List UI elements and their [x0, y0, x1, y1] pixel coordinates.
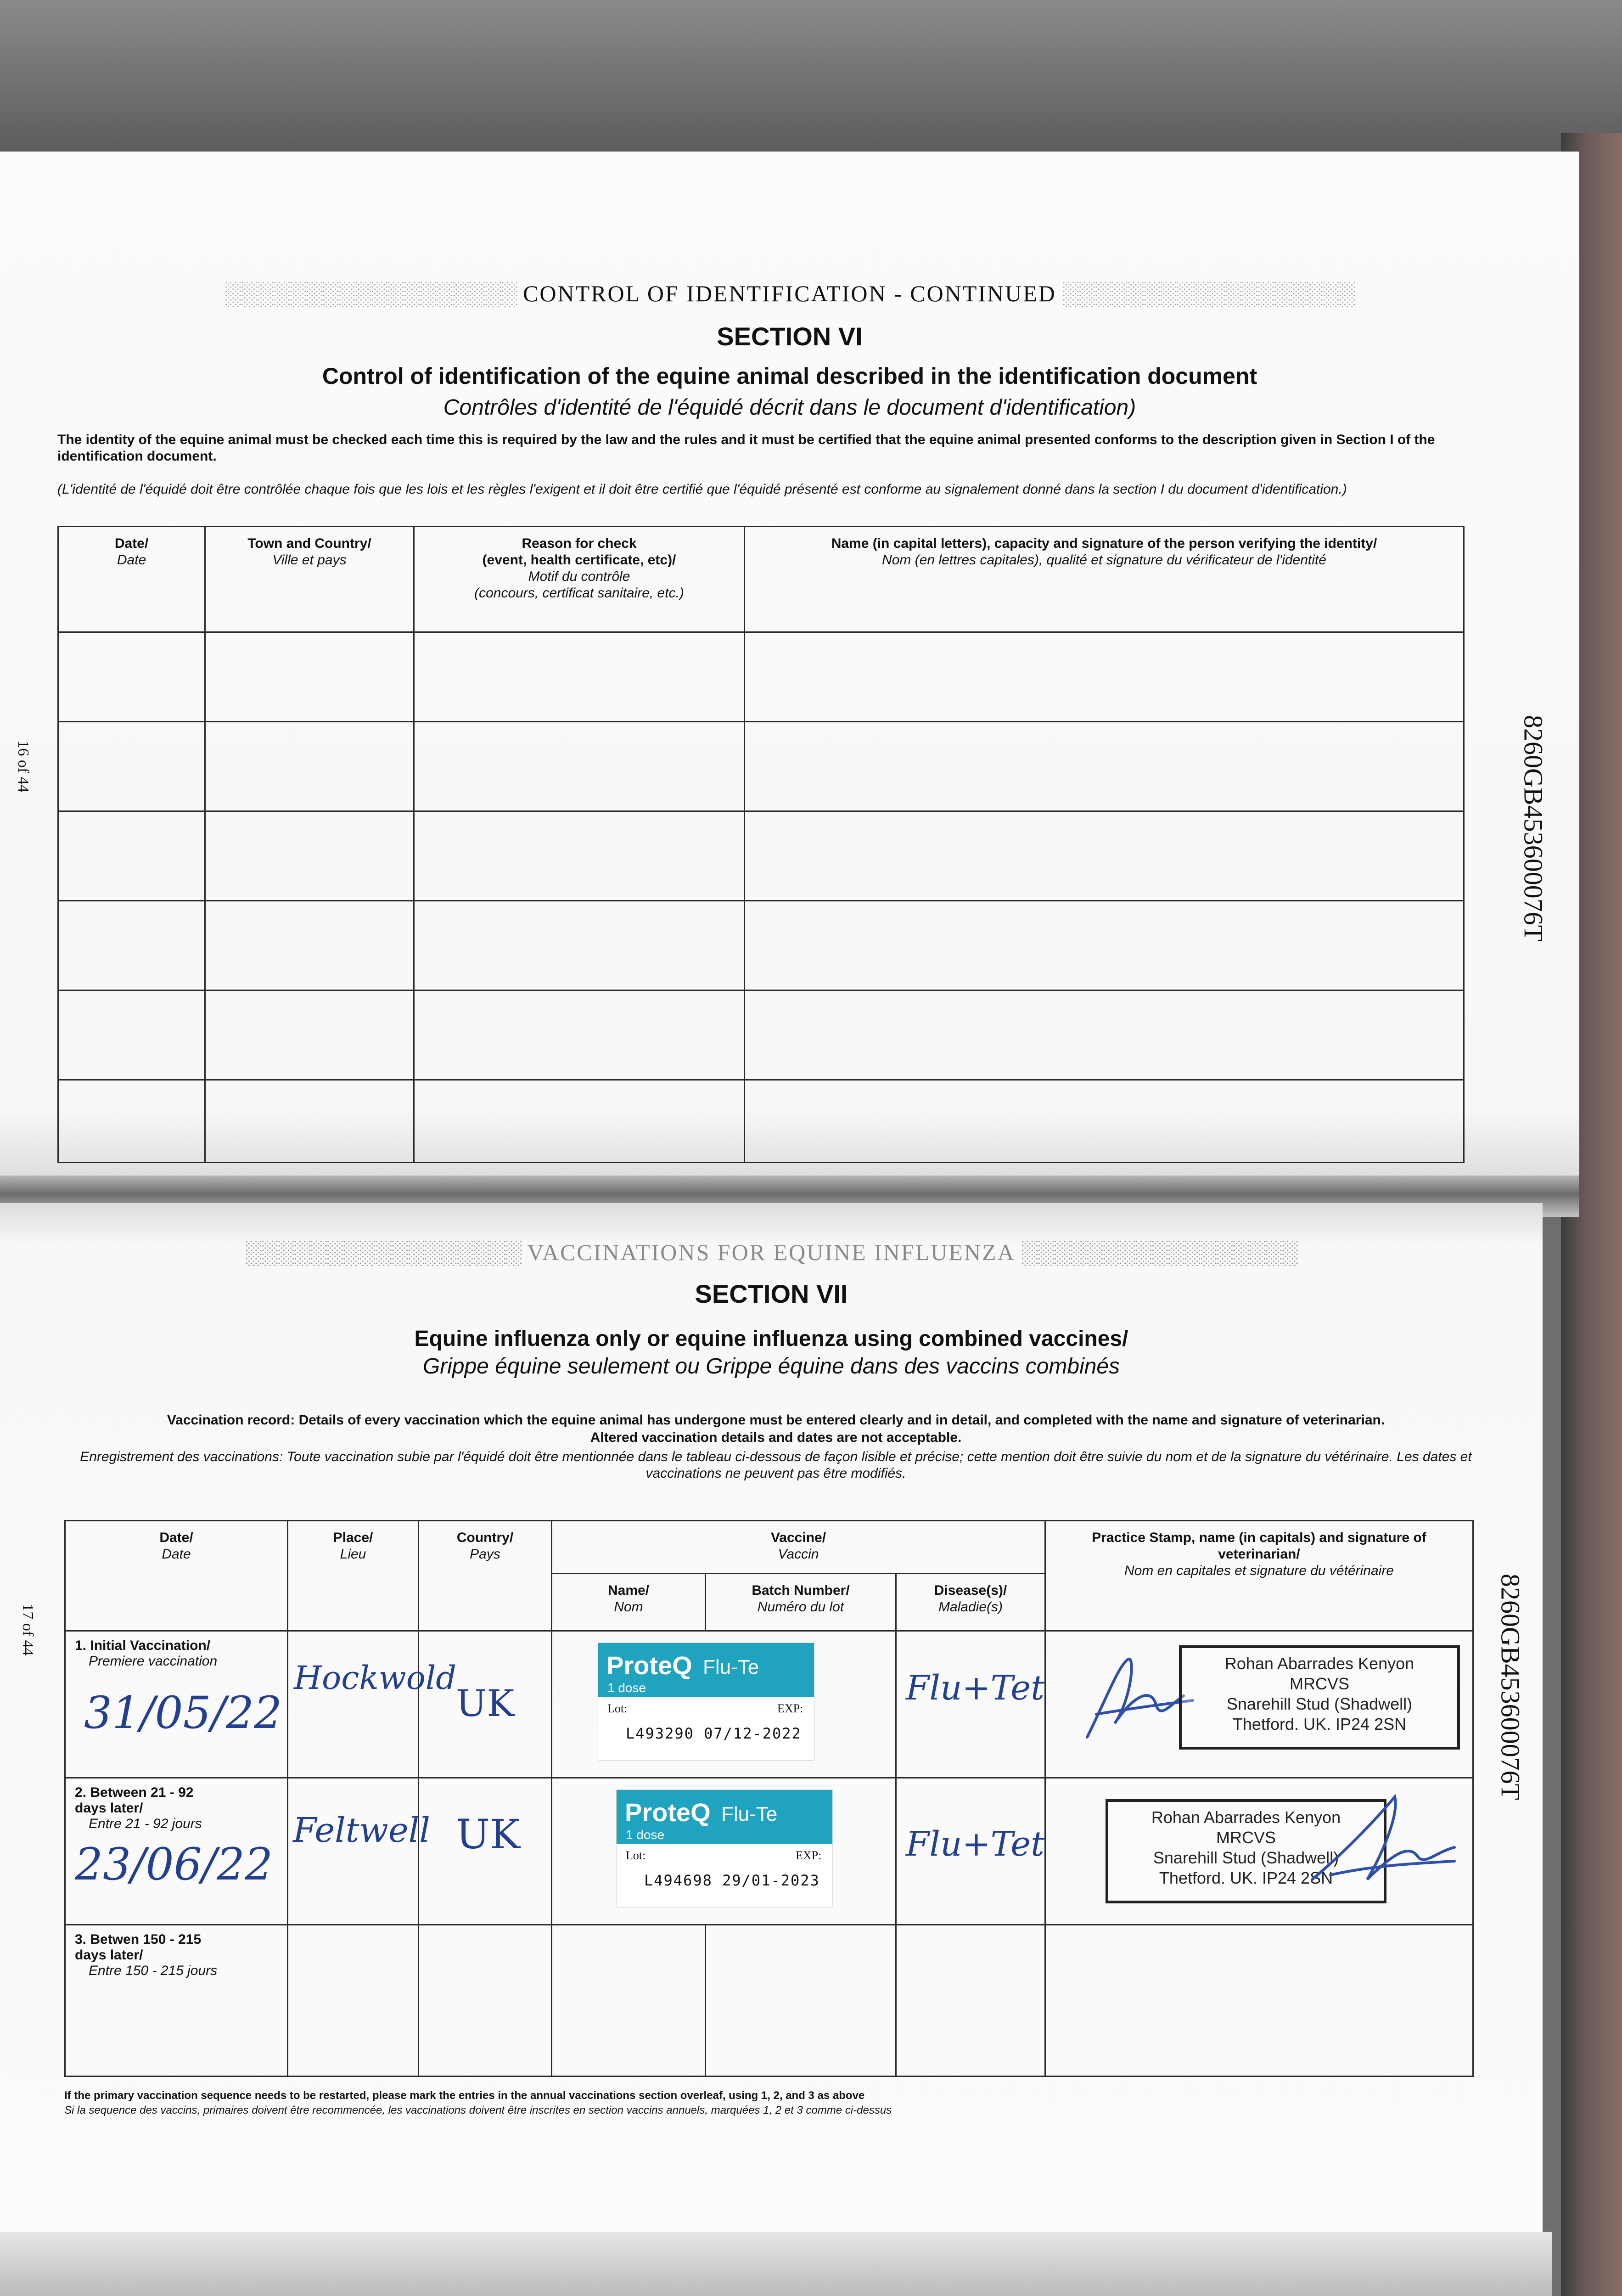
empty-cell[interactable]: [58, 901, 205, 990]
empty-cell[interactable]: [58, 811, 205, 901]
page-number-top: 16 of 44: [15, 740, 32, 793]
handwritten-date: 31/05/22: [84, 1687, 282, 1739]
section7-banner: ░░░░░░░░░░░░░░░░░ VACCINATIONS FOR EQUINE INFLUENZA ░░░░░░░░░░░░░░░░░: [245, 1239, 1298, 1265]
handwritten-disease: Flu+Tet: [906, 1668, 1044, 1708]
sticker-brand: ProteQ: [625, 1798, 711, 1827]
table-row: [58, 901, 1464, 990]
sticker-exp-label: EXP:: [796, 1849, 822, 1862]
disease-cell[interactable]: [896, 1631, 1045, 1778]
sticker-brand: ProteQ: [606, 1651, 692, 1680]
empty-cell[interactable]: [205, 990, 414, 1080]
empty-cell[interactable]: [706, 1925, 896, 2077]
table-row: [58, 990, 1464, 1080]
practice-stamp: [1179, 1645, 1460, 1750]
empty-cell[interactable]: [58, 990, 205, 1080]
section6-intro-en: The identity of the equine animal must be checked each time this is required by the law and the rules and it must be certified that the equine animal presented conforms to the description given in Section I of the identification document.: [57, 432, 1435, 464]
table-row: [58, 1080, 1464, 1163]
empty-cell[interactable]: [205, 722, 414, 811]
vaccination-row-2: [65, 1778, 1473, 1925]
section7-heading: SECTION VII: [695, 1279, 848, 1308]
handwritten-country: UK: [456, 1682, 515, 1725]
section7-intro-fr: Enregistrement des vaccinations: Toute vaccination subie par l'équidé doit être mentionnée dans le tableau ci-dessous de façon lisible et précise; cette mention doit être suivie du nom et de la signature du vétérinaire. Les dates et vaccinations ne peuvent pas être modifiés.: [80, 1449, 1472, 1481]
empty-cell[interactable]: [745, 901, 1464, 990]
handwritten-place: Feltwell: [293, 1811, 430, 1850]
section7-intro-en2: Altered vaccination details and dates are not acceptable.: [590, 1430, 962, 1445]
country-cell[interactable]: [419, 1631, 552, 1778]
table-header-row: [65, 1521, 1473, 1574]
vaccine-sticker: [598, 1643, 814, 1760]
stamp-cell: [1045, 1631, 1473, 1778]
col-date: Date/ Date: [65, 1521, 288, 1631]
col-vaccine-name: Name/ Nom: [552, 1574, 706, 1631]
row-label-cell: [65, 1925, 288, 2077]
table-row: [58, 811, 1464, 901]
empty-cell[interactable]: [419, 1925, 552, 2077]
vaccination-table: [64, 1520, 1474, 2077]
empty-cell[interactable]: [205, 1080, 414, 1163]
country-cell[interactable]: [419, 1778, 552, 1925]
col-place: Place/ Lieu: [288, 1521, 419, 1631]
vet-signature: [1303, 1788, 1459, 1898]
empty-cell[interactable]: [414, 990, 745, 1080]
handwritten-country: UK: [456, 1811, 520, 1858]
col-verifier: Name (in capital letters), capacity and signature of the person verifying the identity/ Nom (en lettres capitales), qualité et signature du vérificateur de l'identité: [745, 527, 1464, 632]
col-reason: Reason for check (event, health certificate, etc)/ Motif du contrôle (concours, certificat sanitaire, etc.): [414, 527, 745, 632]
row-label-en: 2. Between 21 - 92 days later/: [75, 1785, 194, 1816]
row-label-fr: Entre 21 - 92 jours: [89, 1816, 202, 1831]
empty-cell[interactable]: [745, 632, 1464, 722]
empty-cell[interactable]: [205, 901, 414, 990]
empty-cell[interactable]: [414, 1080, 745, 1163]
row-label-fr: Entre 150 - 215 jours: [89, 1963, 218, 1978]
col-town-country: Town and Country/ Ville et pays: [205, 527, 414, 632]
section7-intro-en1: Vaccination record: Details of every vaccination which the equine animal has undergone must be entered clearly and in detail, and completed with the name and signature of veterinarian.: [167, 1412, 1385, 1428]
stamp-line-qualification: MRCVS: [1216, 1828, 1276, 1847]
section6-title-fr: Contrôles d'identité de l'équidé décrit dans le document d'identification): [443, 395, 1136, 420]
handwritten-disease: Flu+Tet: [906, 1824, 1044, 1864]
col-batch-number: Batch Number/ Numéro du lot: [706, 1574, 896, 1631]
place-cell[interactable]: [288, 1631, 457, 1778]
col-diseases: Disease(s)/ Maladie(s): [896, 1574, 1045, 1631]
sticker-product: Flu-Te: [703, 1656, 759, 1678]
page-stack-edge: [0, 2232, 1552, 2296]
stamp-cell: [1045, 1778, 1473, 1925]
footnote-fr: Si la sequence des vaccins, primaires doivent être recommencée, les vaccinations doivent être inscrites en section vaccins annuels, marquées 1, 2 et 3 comme ci-dessus: [64, 2104, 892, 2116]
footnote-en: If the primary vaccination sequence needs to be restarted, please mark the entries in the annual vaccinations section overleaf, using 1, 2, and 3 as above: [64, 2089, 865, 2102]
empty-cell[interactable]: [58, 632, 205, 722]
sticker-lot-label: Lot:: [626, 1849, 646, 1862]
empty-cell[interactable]: [414, 901, 745, 990]
empty-cell[interactable]: [414, 722, 745, 811]
vaccine-sticker: [617, 1790, 832, 1907]
sticker-lot-label: Lot:: [607, 1702, 628, 1715]
empty-cell[interactable]: [745, 990, 1464, 1080]
vaccine-sticker-cell: [552, 1778, 896, 1925]
empty-cell[interactable]: [414, 811, 745, 901]
document-id-bottom: 8260GB453600076T: [1495, 1574, 1526, 1800]
sticker-product: Flu-Te: [721, 1803, 778, 1825]
table-row: [58, 632, 1464, 722]
table-row: [58, 722, 1464, 811]
handwritten-date: 23/06/22: [75, 1839, 273, 1890]
section7-title-fr: Grippe équine seulement ou Grippe équine dans des vaccins combinés: [422, 1354, 1120, 1379]
stamp-line-name: Rohan Abarrades Kenyon: [1151, 1808, 1341, 1827]
row-label-en: 3. Betwen 150 - 215 days later/: [75, 1932, 202, 1963]
empty-cell[interactable]: [414, 632, 745, 722]
sticker-exp-label: EXP:: [777, 1702, 803, 1715]
stamp-line-qualification: MRCVS: [1289, 1674, 1349, 1693]
empty-cell[interactable]: [745, 722, 1464, 811]
sticker-lot-exp: L493290 07/12-2022: [626, 1725, 802, 1742]
row-label-fr: Premiere vaccination: [89, 1654, 218, 1669]
section6-intro-fr: (L'identité de l'équidé doit être contrôlée chaque fois que les lois et les règles l'exigent et il doit être certifié que l'équidé présenté est conforme au signalement donné dans la section I du document d'identification.): [57, 482, 1347, 497]
col-practice-stamp: Practice Stamp, name (in capitals) and signature of veterinarian/ Nom en capitales et signature du vétérinaire: [1045, 1521, 1473, 1631]
sticker-dose: 1 dose: [626, 1828, 665, 1842]
stamp-line-address: Thetford. UK. IP24 2SN: [1232, 1715, 1407, 1733]
empty-cell[interactable]: [896, 1925, 1045, 2077]
empty-cell[interactable]: [58, 722, 205, 811]
table-header-row: [58, 527, 1464, 632]
vaccination-row-3: [65, 1925, 1473, 2077]
disease-cell[interactable]: [896, 1778, 1045, 1925]
sticker-dose: 1 dose: [607, 1681, 646, 1695]
stamp-line-practice: Snarehill Stud (Shadwell): [1226, 1694, 1413, 1713]
col-vaccine: Vaccine/ Vaccin: [552, 1521, 1045, 1574]
empty-cell[interactable]: [745, 1080, 1464, 1163]
empty-cell[interactable]: [205, 632, 414, 722]
document-id-top: 8260GB453600076T: [1518, 715, 1549, 941]
empty-cell[interactable]: [745, 811, 1464, 901]
vaccine-sticker-cell: [552, 1631, 896, 1778]
empty-cell[interactable]: [58, 1080, 205, 1163]
place-cell[interactable]: [288, 1778, 430, 1925]
row-label-cell: [65, 1631, 288, 1778]
row-label-en: 1. Initial Vaccination/: [75, 1638, 211, 1653]
vaccination-row-1: [65, 1631, 1473, 1778]
handwritten-place: Hockwold: [294, 1659, 457, 1697]
empty-cell[interactable]: [288, 1925, 419, 2077]
scanner-background: [0, 0, 1622, 152]
stamp-line-name: Rohan Abarrades Kenyon: [1224, 1654, 1414, 1673]
empty-cell[interactable]: [552, 1925, 706, 2077]
section7-title-en: Equine influenza only or equine influenza using combined vaccines/: [414, 1327, 1128, 1351]
section6-banner: ░░░░░░░░░░░░░░░░░░ CONTROL OF IDENTIFICATION - CONTINUED ░░░░░░░░░░░░░░░░░░: [224, 281, 1355, 306]
section6-title-en: Control of identification of the equine animal described in the identification document: [322, 363, 1257, 389]
empty-cell[interactable]: [1045, 1925, 1473, 2077]
section6-heading: SECTION VI: [717, 322, 863, 351]
row-label-cell: [65, 1778, 288, 1925]
sticker-lot-exp: L494698 29/01-2023: [644, 1872, 820, 1889]
col-country: Country/ Pays: [419, 1521, 552, 1631]
col-date: Date/ Date: [58, 527, 205, 632]
page-16: [0, 152, 1579, 1194]
identification-check-table: [57, 526, 1465, 1163]
page-number-bottom: 17 of 44: [19, 1604, 36, 1656]
empty-cell[interactable]: [205, 811, 414, 901]
page-17: [0, 1203, 1543, 2232]
stamp-line-practice: Snarehill Stud (Shadwell): [1153, 1848, 1339, 1867]
stamp-line-address: Thetford. UK. IP24 2SN: [1159, 1868, 1333, 1887]
